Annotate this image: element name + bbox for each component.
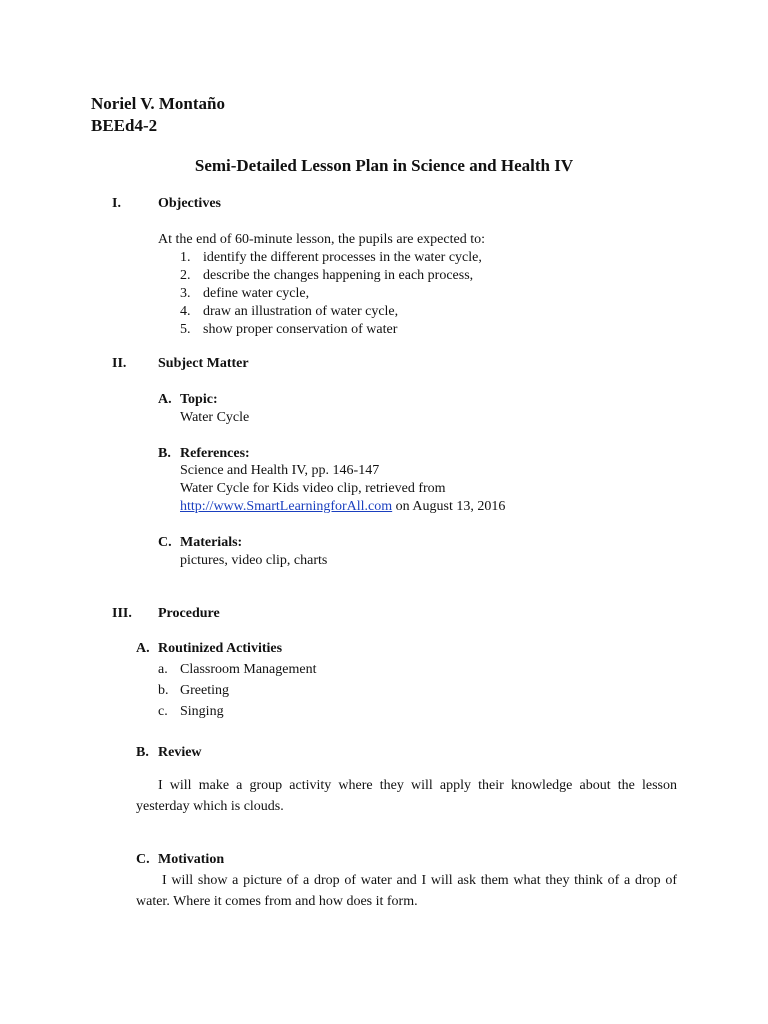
section-numeral-1: I.	[112, 196, 121, 211]
objectives-list	[180, 249, 482, 339]
materials-label: Materials:	[180, 535, 243, 550]
list-text: describe the changes happening in each process,	[203, 268, 474, 283]
motivation-letter: C.	[136, 852, 150, 867]
routinized-list	[158, 659, 316, 722]
list-text: define water cycle,	[203, 286, 310, 301]
section-numeral-3: III.	[112, 606, 132, 621]
document-title: Semi-Detailed Lesson Plan in Science and Health IV	[194, 156, 574, 175]
review-letter: B.	[136, 745, 149, 760]
list-item	[180, 267, 482, 285]
class-section: BEEd4-2	[91, 116, 158, 135]
motivation-paragraph: I will show a picture of a drop of water and I will ask them what they think of a drop of water. Where it comes from and how does it form.	[136, 873, 677, 909]
subject-matter-heading: Subject Matter	[158, 356, 249, 371]
list-item	[158, 701, 316, 722]
section-numeral-2: II.	[112, 356, 127, 371]
materials-value: pictures, video clip, charts	[180, 553, 328, 568]
reference-video: Water Cycle for Kids video clip, retrieved from	[180, 481, 446, 496]
author-name: Noriel V. Montaño	[91, 94, 225, 113]
list-text: Singing	[180, 704, 224, 719]
list-item	[180, 303, 482, 321]
objectives-heading: Objectives	[158, 196, 221, 211]
materials-letter: C.	[158, 535, 172, 550]
list-letter: a.	[158, 662, 168, 677]
list-item	[158, 680, 316, 701]
references-letter: B.	[158, 446, 171, 461]
reference-link-line	[180, 498, 505, 516]
objectives-intro: At the end of 60-minute lesson, the pupils are expected to:	[158, 232, 485, 247]
list-text: Greeting	[180, 683, 229, 698]
procedure-heading: Procedure	[158, 606, 220, 621]
list-item	[158, 659, 316, 680]
topic-letter: A.	[158, 392, 172, 407]
reference-date: on August 13, 2016	[392, 499, 506, 514]
review-paragraph: I will make a group activity where they will apply their knowledge about the lesson yesterday which is clouds.	[136, 778, 677, 814]
list-text: show proper conservation of water	[203, 322, 398, 337]
motivation-label: Motivation	[158, 852, 225, 867]
reference-book: Science and Health IV, pp. 146-147	[180, 463, 380, 478]
list-number: 2.	[180, 268, 191, 283]
list-item	[180, 249, 482, 267]
routinized-letter: A.	[136, 641, 150, 656]
list-text: draw an illustration of water cycle,	[203, 304, 399, 319]
list-number: 1.	[180, 250, 191, 265]
references-label: References:	[180, 446, 250, 461]
list-number: 5.	[180, 322, 191, 337]
reference-link[interactable]: http://www.SmartLearningforAll.com	[180, 499, 393, 514]
list-text: identify the different processes in the water cycle,	[203, 250, 482, 265]
list-number: 3.	[180, 286, 191, 301]
list-item	[180, 321, 482, 339]
list-letter: b.	[158, 683, 169, 698]
list-text: Classroom Management	[180, 662, 317, 677]
list-item	[180, 285, 482, 303]
list-number: 4.	[180, 304, 191, 319]
list-letter: c.	[158, 704, 168, 719]
topic-value: Water Cycle	[180, 410, 250, 425]
review-label: Review	[158, 745, 202, 760]
routinized-label: Routinized Activities	[158, 641, 283, 656]
topic-label: Topic:	[180, 392, 218, 407]
